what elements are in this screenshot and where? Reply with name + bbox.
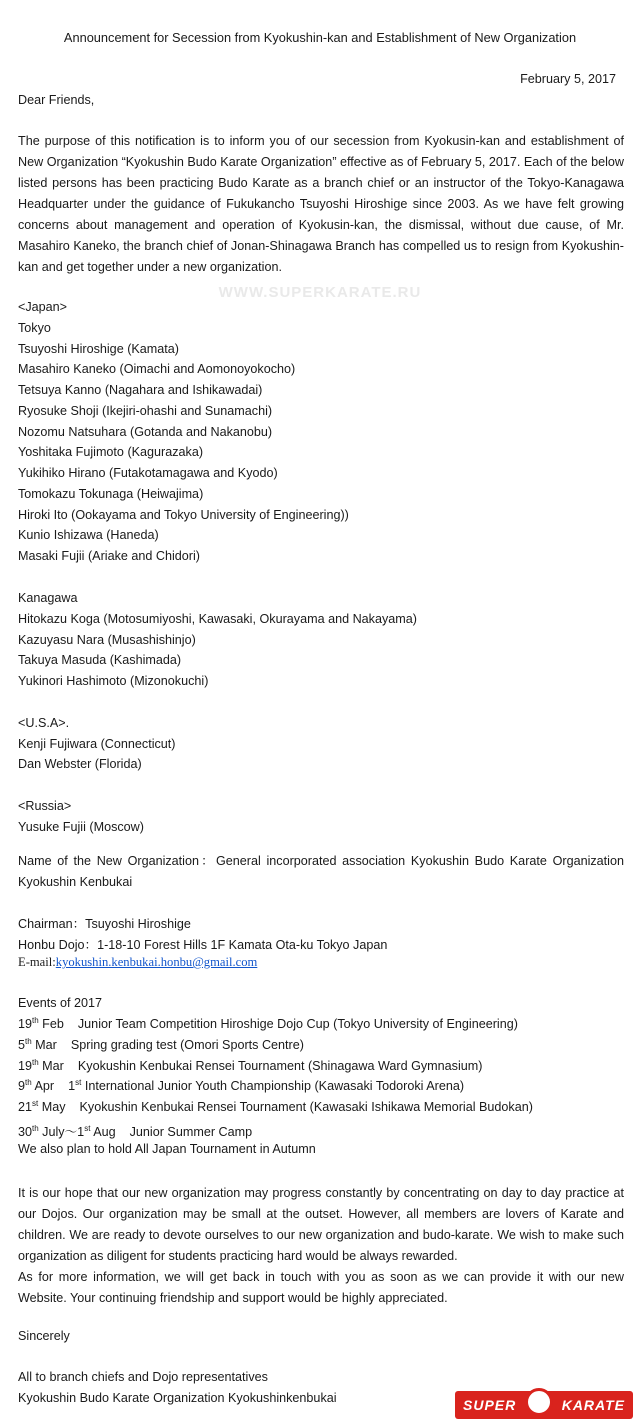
signoff: Sincerely — [18, 1329, 70, 1343]
events-note: We also plan to hold All Japan Tournament in Autumn — [18, 1142, 316, 1156]
event-item: 19th Feb Junior Team Competition Hiroshige Dojo Cup (Tokyo University of Engineering) — [18, 1015, 518, 1031]
tokyo-member: Masahiro Kaneko (Oimachi and Aomonoyokocho) — [18, 362, 296, 376]
email-row — [18, 955, 257, 970]
tokyo-member: Tetsuya Kanno (Nagahara and Ishikawadai) — [18, 383, 263, 397]
tokyo-member: Hiroki Ito (Ookayama and Tokyo University of Engineering)) — [18, 508, 349, 522]
usa-member: Kenji Fujiwara (Connecticut) — [18, 737, 176, 751]
event-item: 21st May Kyokushin Kenbukai Rensei Tournament (Kawasaki Ishikawa Memorial Budokan) — [18, 1098, 533, 1114]
event-item: 19th Mar Kyokushin Kenbukai Rensei Tournament (Shinagawa Ward Gymnasium) — [18, 1057, 483, 1073]
kanagawa-heading: Kanagawa — [18, 591, 78, 605]
superkarate-logo — [455, 1391, 633, 1419]
event-item: 9th Apr 1st International Junior Youth Championship (Kawasaki Todoroki Arena) — [18, 1077, 465, 1093]
honbu-dojo: Honbu Dojo：1-18-10 Forest Hills 1F Kamata Ota-ku Tokyo Japan — [18, 938, 388, 952]
fist-icon — [525, 1388, 553, 1416]
intro-paragraph — [18, 131, 624, 278]
usa-member: Dan Webster (Florida) — [18, 757, 142, 771]
kanagawa-member: Yukinori Hashimoto (Mizonokuchi) — [18, 674, 209, 688]
email-link[interactable]: kyokushin.kenbukai.honbu@gmail.com — [55, 955, 258, 969]
closing-text: It is our hope that our new organization may progress constantly by concentrating on day to day practice at our Dojos. Our organization may be small at the outset. However, all members are lovers of Karate and children. We are ready to devote ourselves to our new organization and budo-karate. We wish to make such organization as diligent for students practicing hard would be always rewarded. — [18, 1186, 624, 1263]
event-item: 30th July～1st Aug Junior Summer Camp — [18, 1123, 253, 1139]
tokyo-member: Masaki Fujii (Ariake and Chidori) — [18, 549, 200, 563]
recipients: All to branch chiefs and Dojo representatives — [18, 1370, 268, 1384]
logo-text-right: KARATE — [561, 1397, 625, 1413]
logo-text-left: SUPER — [463, 1397, 517, 1413]
usa-heading: <U.S.A>. — [18, 716, 70, 730]
event-item: 5th Mar Spring grading test (Omori Sports Centre) — [18, 1036, 304, 1052]
tokyo-member: Tsuyoshi Hiroshige (Kamata) — [18, 342, 179, 356]
watermark: WWW.SUPERKARATE.RU — [218, 284, 422, 301]
kanagawa-member: Takuya Masuda (Kashimada) — [18, 653, 182, 667]
tokyo-heading: Tokyo — [18, 321, 51, 335]
org-name: Name of the New Organization：General incorporated association Kyokushin Budo Karate Organization Kyokushin Kenbukai — [18, 854, 624, 889]
closing-text: As for more information, we will get back in touch with you as soon as we can provide it with our new Website. Your continuing friendship and support would be highly appreciated. — [18, 1270, 624, 1305]
russia-heading: <Russia> — [18, 799, 72, 813]
tokyo-member: Nozomu Natsuhara (Gotanda and Nakanobu) — [18, 425, 273, 439]
events-heading: Events of 2017 — [18, 996, 103, 1010]
org-name-paragraph — [18, 851, 624, 893]
tokyo-member: Yukihiko Hirano (Futakotamagawa and Kyodo) — [18, 466, 278, 480]
kanagawa-member: Kazuyasu Nara (Musashishinjo) — [18, 633, 196, 647]
intro-text: The purpose of this notification is to inform you of our secession from Kyokusin-kan and establishment of New Organization “Kyokushin Budo Karate Organization” effective as of February 5, 2017. Each of the below listed persons has been practicing Budo Karate as a branch chief or an instructor of the Tokyo-Kanagawa Headquarter under the guidance of Fukukancho Tsuyoshi Hiroshige since 2003. As we have felt growing concerns about management and operation of Kyokusin-kan, the dismissal, without due cause, of Mr. Masahiro Kaneko, the branch chief of Jonan-Shinagawa Branch has compelled us to resign from Kyokushin-kan and get together under a new organization. — [18, 134, 625, 274]
signature: Kyokushin Budo Karate Organization Kyokushinkenbukai — [18, 1391, 337, 1405]
document-date: February 5, 2017 — [520, 72, 616, 86]
russia-member: Yusuke Fujii (Moscow) — [18, 820, 144, 834]
closing-paragraph — [18, 1183, 624, 1309]
tokyo-member: Kunio Ishizawa (Haneda) — [18, 528, 159, 542]
tokyo-member: Ryosuke Shoji (Ikejiri-ohashi and Sunamachi) — [18, 404, 273, 418]
kanagawa-member: Hitokazu Koga (Motosumiyoshi, Kawasaki, Okurayama and Nakayama) — [18, 612, 417, 626]
email-label: E-mail: — [18, 955, 56, 969]
tokyo-member: Yoshitaka Fujimoto (Kagurazaka) — [18, 445, 204, 459]
document-title: Announcement for Secession from Kyokushin-kan and Establishment of New Organization — [63, 30, 577, 45]
tokyo-member: Tomokazu Tokunaga (Heiwajima) — [18, 487, 204, 501]
greeting: Dear Friends, — [18, 93, 95, 107]
japan-heading: <Japan> — [18, 300, 68, 314]
chairman: Chairman：Tsuyoshi Hiroshige — [18, 917, 191, 931]
